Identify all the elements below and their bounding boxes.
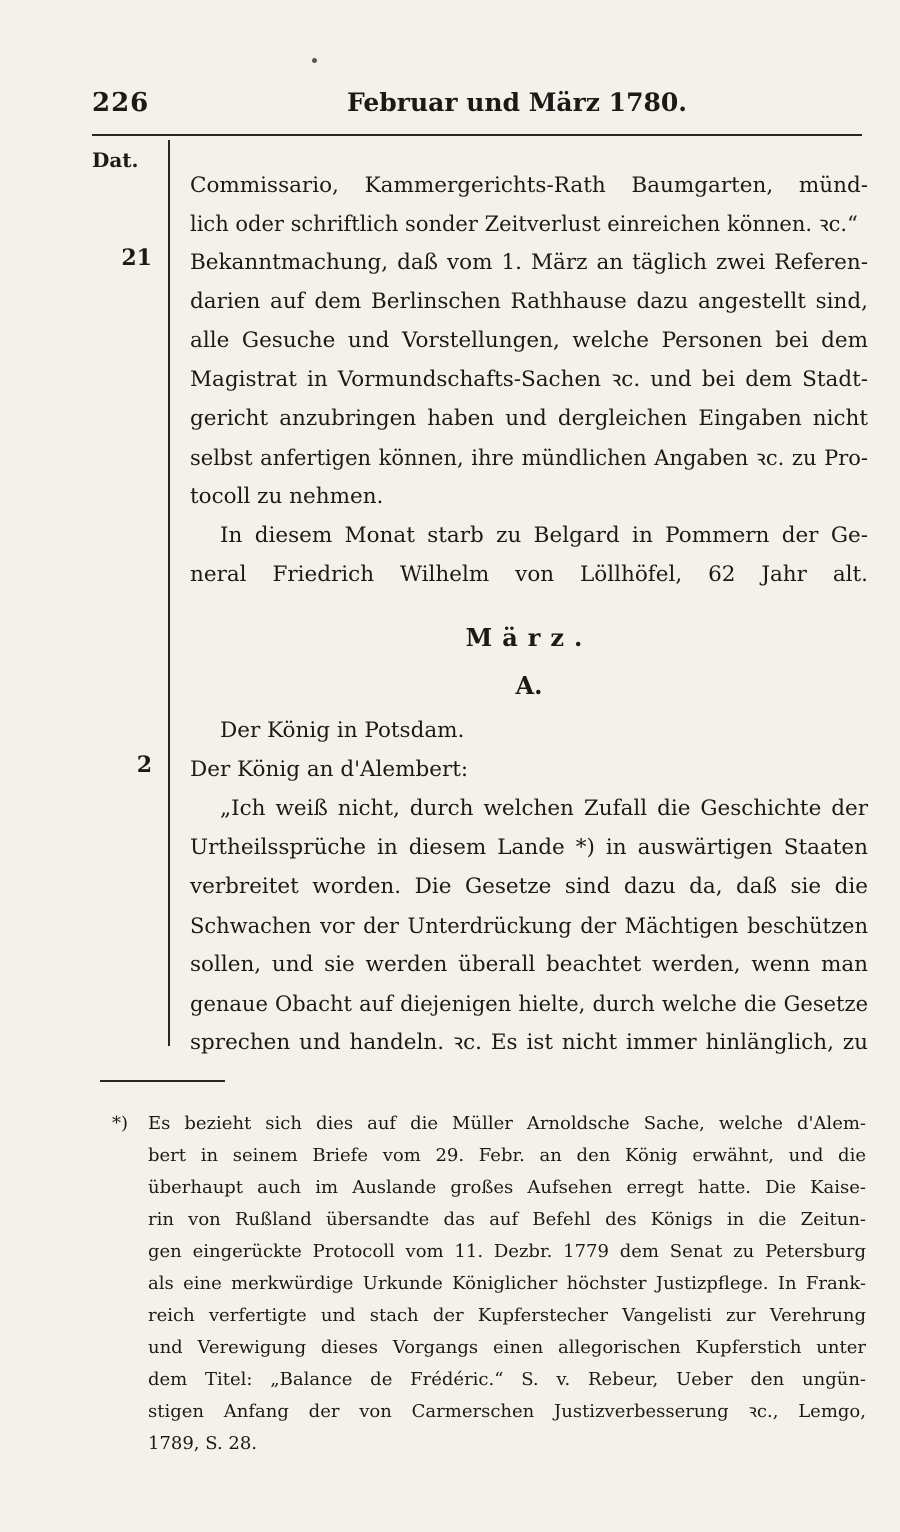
body-line: darien auf dem Berlinschen Rathhause dazu angestellt sind, [190, 289, 868, 314]
footnote-line: überhaupt auch im Auslande großes Aufsehen erregt hatte. Die Kaise- [148, 1177, 866, 1198]
footnote-line: stigen Anfang der von Carmerschen Justizverbesserung ꝛc., Lemgo, [148, 1401, 866, 1422]
body-line: alle Gesuche und Vorstellungen, welche Personen bei dem [190, 328, 868, 353]
body-line: Der König an d'Alembert: [190, 757, 469, 782]
footnote-rule [100, 1080, 225, 1082]
quote-line: „Ich weiß nicht, durch welchen Zufall die Geschichte der [220, 796, 868, 821]
date-column-label: Dat. [92, 148, 139, 172]
body-line: Magistrat in Vormundschafts-Sachen ꝛc. und bei dem Stadt- [190, 367, 868, 392]
footnote-line: reich verfertigte und stach der Kupferstecher Vangelisti zur Verehrung [148, 1305, 866, 1326]
quote-line: sollen, und sie werden überall beachtet werden, wenn man [190, 952, 868, 977]
body-line: Commissario, Kammergerichts-Rath Baumgarten, münd- [190, 173, 868, 198]
footnote-line: und Verewigung dieses Vorgangs einen allegorischen Kupferstich unter [148, 1337, 866, 1358]
quote-line: Schwachen vor der Unterdrückung der Mächtigen beschützen [190, 914, 868, 938]
quote-line: sprechen und handeln. ꝛc. Es ist nicht immer hinlänglich, zu [190, 1030, 868, 1055]
footnote-line: als eine merkwürdige Urkunde Königlicher höchster Justizpflege. In Frank- [148, 1273, 866, 1294]
page-header [92, 88, 862, 128]
footnote-line: 1789, S. 28. [148, 1433, 258, 1454]
print-speck [312, 58, 317, 63]
body-line: In diesem Monat starb zu Belgard in Pommern der Ge- [220, 523, 868, 548]
footnote-line: Es bezieht sich dies auf die Müller Arnoldsche Sache, welche d'Alem- [148, 1113, 866, 1134]
quote-line: genaue Obacht auf diejenigen hielte, durch welche die Gesetze [190, 992, 868, 1016]
date-21: 21 [121, 245, 152, 271]
footnote-line: dem Titel: „Balance de Frédéric.“ S. v. Rebeur, Ueber den ungün- [148, 1369, 866, 1390]
date-2: 2 [136, 752, 152, 778]
body-line: Bekanntmachung, daß vom 1. März an täglich zwei Referen- [190, 250, 868, 275]
section-heading: März. [465, 623, 593, 652]
footnote-marker: *) [112, 1113, 129, 1134]
subsection-heading: A. [515, 671, 543, 700]
footnote-line: bert in seinem Briefe vom 29. Febr. an den König erwähnt, und die [148, 1145, 866, 1166]
footnote-line: rin von Rußland übersandte das auf Befehl des Königs in die Zeitun- [148, 1209, 866, 1230]
running-title: Februar und März 1780. [347, 88, 687, 117]
quote-line: Urtheilssprüche in diesem Lande *) in auswärtigen Staaten [190, 835, 868, 860]
body-line: Der König in Potsdam. [220, 718, 465, 743]
body-line: lich oder schriftlich sonder Zeitverlust einreichen können. ꝛc.“ [190, 212, 858, 236]
header-rule [92, 134, 862, 136]
footnote-line: gen eingerückte Protocoll vom 11. Dezbr. 1779 dem Senat zu Petersburg [148, 1241, 866, 1262]
body-line: tocoll zu nehmen. [190, 484, 384, 509]
body-line: neral Friedrich Wilhelm von Löllhöfel, 62 Jahr alt. [190, 562, 868, 587]
body-line: gericht anzubringen haben und dergleichen Eingaben nicht [190, 406, 868, 431]
date-column-rule [168, 140, 170, 1046]
body-line: selbst anfertigen können, ihre mündlichen Angaben ꝛc. zu Pro- [190, 446, 868, 470]
page-number: 226 [92, 88, 150, 118]
quote-line: verbreitet worden. Die Gesetze sind dazu da, daß sie die [190, 874, 868, 899]
